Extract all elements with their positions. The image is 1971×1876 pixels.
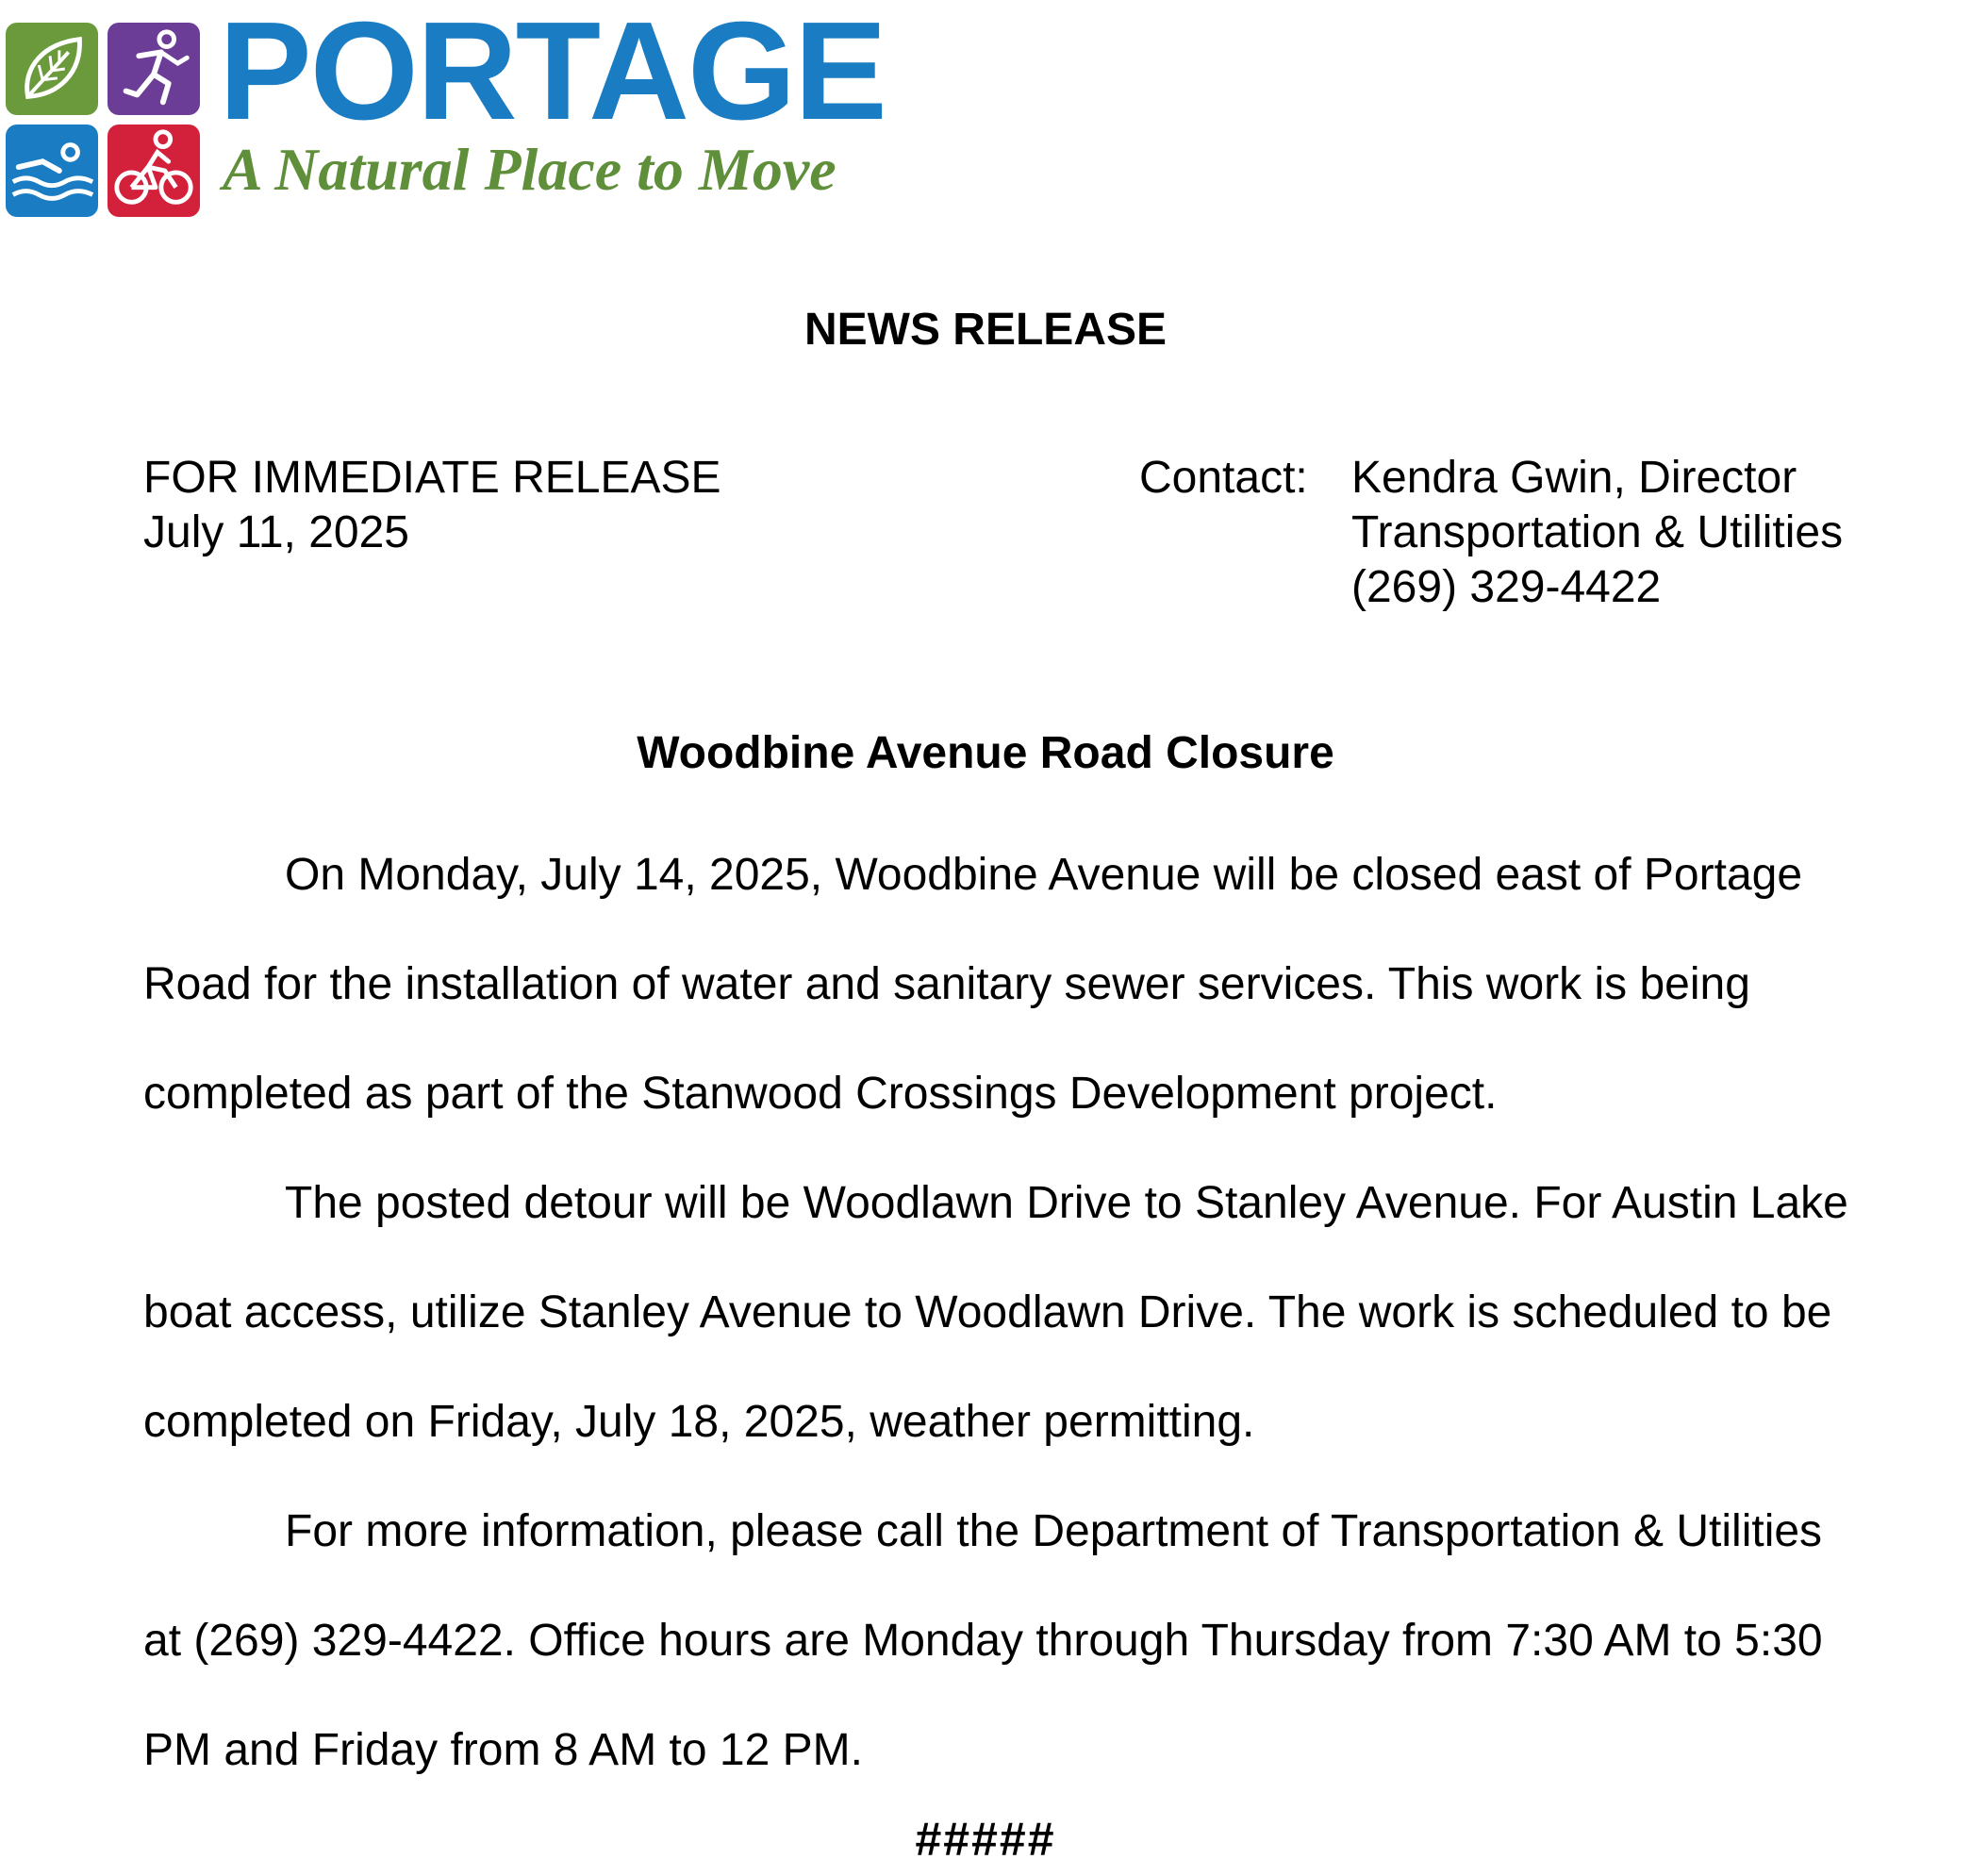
portage-logo [6, 0, 886, 222]
paragraph-closure: On Monday, July 14, 2025, Woodbine Avenue will be closed east of Portage Road for the installation of water and sanitary sewer services. This work is being completed as part of the Stanwood Crossings Development project. [143, 850, 1803, 1119]
article-title: Woodbine Avenue Road Closure [637, 728, 1334, 778]
contact-phone: (269) 329-4422 [1351, 562, 1662, 612]
release-label: FOR IMMEDIATE RELEASE [143, 453, 721, 503]
end-mark: ##### [915, 1813, 1056, 1866]
contact-department: Transportation & Utilities [1351, 507, 1844, 557]
paragraph-contact-info: For more information, please call the Department of Transportation & Utilities at (269) 329-4422. Office hours are Monday through Thursday from 7:30 AM to 5:30 PM and Friday from 8 AM to 12 PM. [143, 1506, 1823, 1775]
paragraph-detour: The posted detour will be Woodlawn Drive to Stanley Avenue. For Austin Lake boat access, utilize Stanley Avenue to Woodlawn Drive. The work is scheduled to be completed on Friday, July 18, 2025, weather permitting. [143, 1178, 1848, 1447]
release-info [143, 451, 721, 560]
swimmer-icon [6, 125, 98, 217]
logo-wordmark: PORTAGE [219, 0, 886, 149]
contact-label: Contact: [1139, 453, 1308, 503]
logo-tagline: A Natural Place to Move [223, 136, 836, 203]
contact-name: Kendra Gwin, Director [1351, 453, 1797, 503]
cyclist-icon [108, 125, 200, 217]
runner-icon [108, 23, 200, 115]
leaf-icon [6, 23, 98, 115]
contact-info [1351, 451, 1843, 615]
release-date: July 11, 2025 [143, 507, 409, 557]
document-type-heading: NEWS RELEASE [803, 305, 1168, 355]
article-body [143, 821, 1869, 1805]
